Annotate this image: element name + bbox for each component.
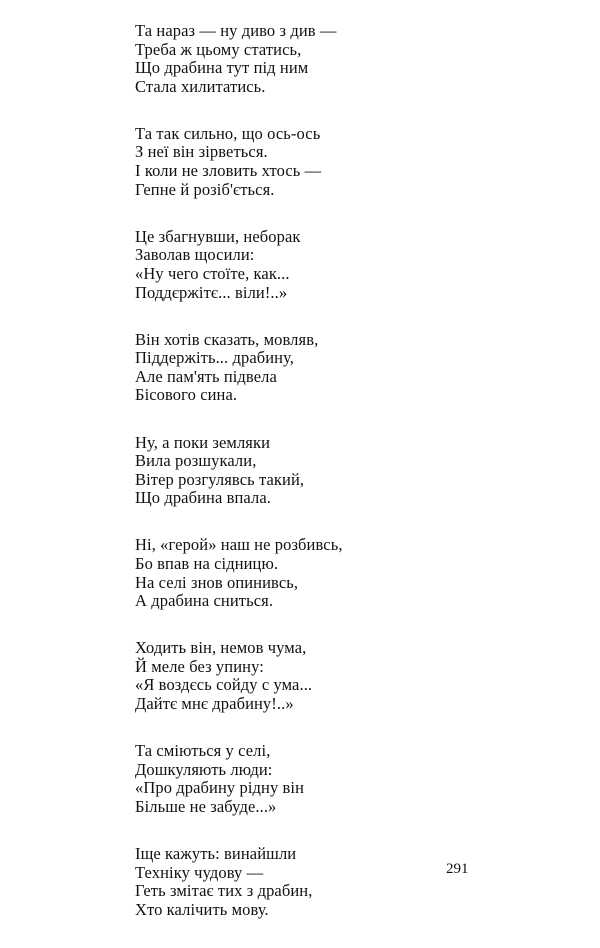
poem-line: Дайтє мнє драбину!..» bbox=[135, 694, 294, 714]
poem-line: Хто калічить мову. bbox=[135, 899, 269, 919]
stanza-3 bbox=[135, 228, 555, 302]
poem-line: Треба ж цьому статись, bbox=[135, 39, 302, 59]
poem bbox=[135, 22, 555, 948]
stanza-2 bbox=[135, 125, 555, 199]
poem-line: Стала хилитатись. bbox=[135, 76, 266, 96]
poem-line: Ну, а поки земляки bbox=[135, 432, 271, 452]
poem-line: «Ну чего стоїте, как... bbox=[135, 263, 290, 283]
stanza-4 bbox=[135, 331, 555, 405]
poem-line: Іще кажуть: винайшли bbox=[135, 844, 297, 863]
stanza-9 bbox=[135, 845, 555, 919]
poem-line: Ходить він, немов чума, bbox=[135, 638, 307, 658]
poem-line: Та так сильно, що ось-ось bbox=[135, 123, 321, 143]
poem-line: На селі знов опинивсь, bbox=[135, 572, 299, 592]
poem-line: Дошкуляють люди: bbox=[135, 759, 273, 779]
stanza-7 bbox=[135, 639, 555, 713]
stanza-8 bbox=[135, 742, 555, 816]
poem-line: Вила розшукали, bbox=[135, 451, 257, 471]
poem-line: Геть змітає тих з драбин, bbox=[135, 881, 313, 901]
poem-line: Й меле без упину: bbox=[135, 656, 264, 676]
poem-line: Це збагнувши, неборак bbox=[135, 226, 301, 246]
poem-line: Бо впав на сідницю. bbox=[135, 553, 279, 573]
poem-line: Гепне й розіб'ється. bbox=[135, 179, 275, 199]
poem-line: Поддєржітє... віли!..» bbox=[135, 282, 288, 302]
poem-line: Піддержіть... драбину, bbox=[135, 348, 295, 368]
poem-line: «Я воздєсь сойду с ума... bbox=[135, 675, 313, 695]
page-number: 291 bbox=[446, 861, 469, 877]
poem-line: Ні, «герой» наш не розбивсь, bbox=[135, 535, 343, 555]
poem-line: Бісового сина. bbox=[135, 385, 238, 405]
poem-line: Заволав щосили: bbox=[135, 245, 255, 265]
poem-line: Але пам'ять підвела bbox=[135, 366, 277, 386]
poem-line: З неї він зірветься. bbox=[135, 142, 268, 162]
poem-line: Він хотів сказать, мовляв, bbox=[135, 329, 319, 349]
stanza-6 bbox=[135, 536, 555, 610]
poem-line: Та сміються у селі, bbox=[135, 741, 271, 761]
poem-line: Техніку чудову — bbox=[135, 862, 264, 882]
poem-line: Більше не забуде...» bbox=[135, 796, 277, 816]
poem-line: Вітер розгулявсь такий, bbox=[135, 469, 305, 489]
poem-line: А драбина сниться. bbox=[135, 591, 274, 611]
poem-line: Що драбина тут під ним bbox=[135, 58, 309, 78]
poem-line: Що драбина впала. bbox=[135, 488, 271, 508]
stanza-5 bbox=[135, 434, 555, 508]
poem-line: Та нараз — ну диво з див — bbox=[135, 21, 337, 40]
poem-line: «Про драбину рідну він bbox=[135, 778, 305, 798]
poem-line: І коли не зловить хтось — bbox=[135, 161, 322, 181]
stanza-1 bbox=[135, 22, 555, 96]
